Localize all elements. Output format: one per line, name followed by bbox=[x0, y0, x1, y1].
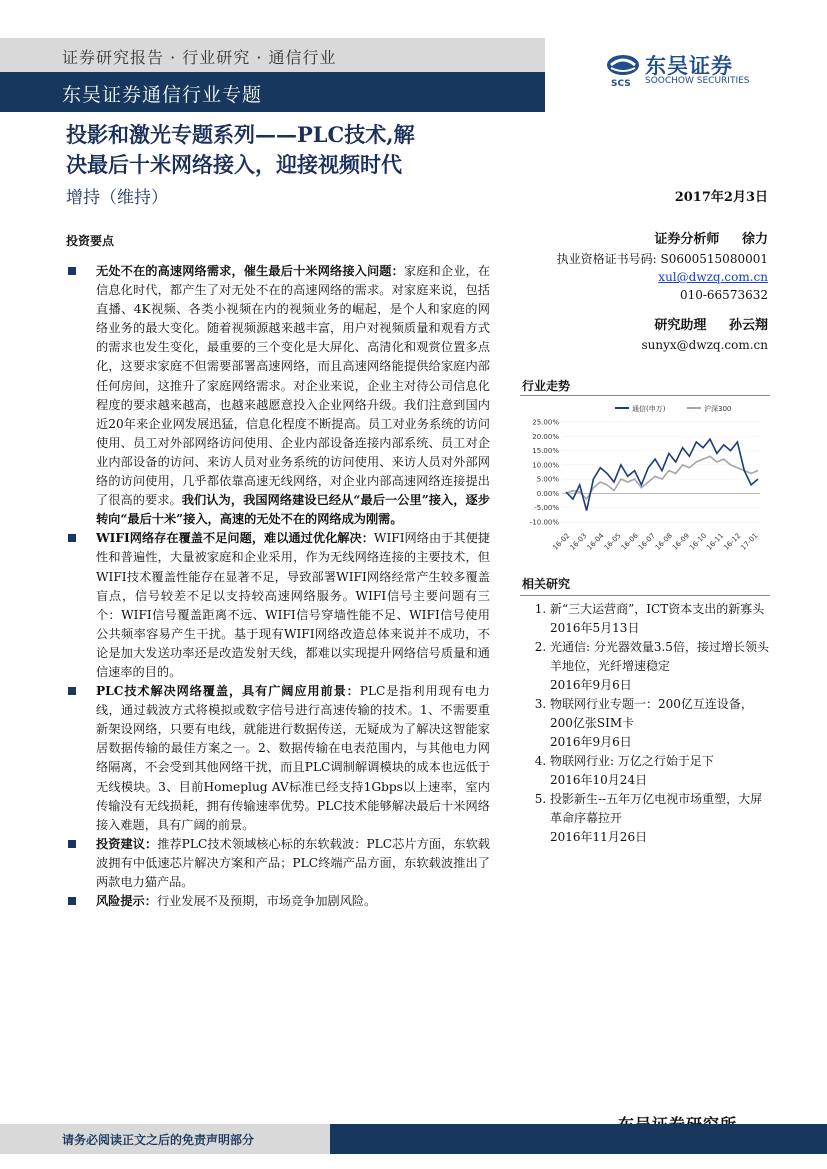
related-item-title: 5. 投影新生--五年万亿电视市场重塑，大屏革命序幕拉开 bbox=[550, 792, 763, 825]
bullet-icon bbox=[68, 687, 76, 695]
related-item bbox=[550, 600, 770, 638]
summary-p4-text: 推荐PLC技术领域核心标的东软载波：PLC芯片方面，东软载波拥有中低速芯片解决方案和产品；PLC终端产品方面，东软载波推出了两款电力猫产品。 bbox=[96, 836, 490, 889]
report-title-line1: 投影和激光专题系列——PLC技术,解 bbox=[66, 122, 415, 147]
logo-mark: SCS bbox=[611, 79, 631, 89]
company-logo bbox=[605, 50, 775, 90]
report-rating: 增持（维持） bbox=[66, 188, 168, 208]
report-title-line2: 决最后十米网络接入，迎接视频时代 bbox=[66, 152, 402, 177]
summary-p2-head: WIFI网络存在覆盖不足问题，难以通过优化解决： bbox=[96, 531, 374, 546]
related-list bbox=[520, 600, 770, 847]
summary-para-5 bbox=[66, 892, 490, 911]
x-tick-label: 16-04 bbox=[585, 531, 606, 552]
y-tick-label: -10.00% bbox=[529, 518, 559, 527]
related-item bbox=[550, 695, 770, 752]
y-tick-label: 15.00% bbox=[532, 447, 559, 456]
bullet-icon bbox=[68, 897, 76, 905]
x-tick-label: 17-01 bbox=[739, 531, 760, 552]
x-tick-label: 16-09 bbox=[671, 531, 692, 552]
footer-disclaimer: 请务必阅读正文之后的免责声明部分 bbox=[62, 1133, 255, 1147]
bullet-icon bbox=[68, 534, 76, 542]
analyst-1-name: 徐力 bbox=[741, 232, 768, 247]
y-tick-label: 20.00% bbox=[532, 432, 559, 441]
analyst-2-role: 研究助理 bbox=[654, 318, 707, 333]
summary-p1-head: 无处不在的高速网络需求，催生最后十米网络接入问题： bbox=[96, 264, 404, 278]
analyst-1-phone: 010-66573632 bbox=[679, 288, 768, 302]
related-item-title: 2. 光通信: 分光器效量3.5倍，接过增长领头羊地位，光纤增速稳定 bbox=[550, 640, 769, 673]
y-tick-label: 25.00% bbox=[532, 418, 559, 427]
x-tick-label: 16-08 bbox=[653, 531, 674, 552]
summary-heading: 投资要点 bbox=[66, 234, 115, 248]
related-item-date: 2016年9月6日 bbox=[550, 678, 632, 692]
analyst-block bbox=[520, 230, 768, 354]
analyst-1-cert: 执业资格证书号码: S0600515080001 bbox=[556, 252, 768, 266]
related-item-date: 2016年11月26日 bbox=[550, 830, 648, 844]
header-category: 证券研究报告 · 行业研究 · 通信行业 bbox=[62, 48, 337, 67]
legend-label: 沪深300 bbox=[704, 405, 732, 413]
legend-label: 通信(申万) bbox=[632, 405, 666, 413]
summary-para-4 bbox=[66, 835, 490, 892]
summary-p3-head: PLC技术解决网络覆盖，具有广阔应用前景： bbox=[96, 684, 360, 699]
trend-heading: 行业走势 bbox=[522, 379, 571, 393]
x-tick-label: 16-05 bbox=[602, 531, 623, 552]
logo-en: SOOCHOW SECURITIES bbox=[645, 76, 750, 86]
bullet-icon bbox=[68, 267, 76, 275]
analyst-1-role: 证券分析师 bbox=[654, 232, 720, 247]
related-heading: 相关研究 bbox=[522, 577, 571, 591]
y-tick-label: 5.00% bbox=[536, 475, 559, 484]
related-item-title: 1. 新“三大运营商”，ICT资本支出的新寡头 bbox=[550, 602, 765, 616]
soochow-logo-icon bbox=[605, 50, 641, 90]
summary-p5-text: 行业发展不及预期，市场竞争加剧风险。 bbox=[156, 894, 377, 909]
summary-p2-text: WIFI网络由于其便捷性和普遍性，大量被家庭和企业采用，作为无线网络连接的主要技术，但WIFI技术覆盖性能存在显著不足，导致部署WIFI网络经常产生较多覆盖盲点，信号较差不足以支持较高速网络服务。WIFI信号主要问题有三个：WIFI信号覆盖距离不远、WIFI信号穿墙性能不足、WIFI信号使用公共频率容易产生干扰。基于现有WIFI网络改造总体来说并不成功，不论是加大发送功率还是改造发射天线，都难以实现提升网络信号质量和通信速率的目的。 bbox=[96, 531, 490, 679]
y-tick-label: 10.00% bbox=[532, 461, 559, 470]
x-tick-label: 16-06 bbox=[619, 531, 640, 552]
related-research bbox=[520, 575, 770, 847]
summary-p1-tail: 我们认为，我国网络建设已经从“最后一公里”接入，逐步转向“最后十米”接入，高速的无处不在的网络成为刚需。 bbox=[96, 493, 491, 527]
report-date: 2017年2月3日 bbox=[674, 190, 768, 205]
trend-divider bbox=[520, 395, 770, 396]
x-tick-label: 16-07 bbox=[636, 531, 657, 552]
series-line bbox=[566, 439, 758, 511]
y-tick-label: -5.00% bbox=[534, 504, 559, 513]
related-item-date: 2016年5月13日 bbox=[550, 621, 640, 635]
bullet-icon bbox=[68, 840, 76, 848]
x-tick-label: 16-11 bbox=[705, 531, 726, 552]
related-item-title: 3. 物联网行业专题一：200亿互连设备，200亿张SIM卡 bbox=[550, 697, 753, 730]
related-divider bbox=[520, 595, 770, 596]
summary-para-1 bbox=[66, 262, 490, 529]
summary-p1-text: 家庭和企业，在信息化时代，都产生了对无处不在的高速网络的需求。对家庭来说，包括直播、4K视频、各类小视频在内的视频业务的崛起，是个人和家庭的网络业务的最大变化。随着视频源越来越丰富，用户对视频质量和观看方式的需求也发生变化，最重要的三个变化是大屏化、高清化和观赏位置多点化，这要求家庭不但需要部署高速网络，而且高速网络能提供给家庭内部任何房间，这推升了家庭网络需求。对企业来说，企业主对待公司信息化程度的要求越来越高，也越来越愿意投入企业网络升级。我们注意到国内近20年来企业网发展迅猛，信息化程度不断提高。员工对业务系统的访问使用、员工对外部网络访问使用、企业内部设备连接内部系统、员工对企业内部设备的访问、来访人员对业务系统的访问使用、来访人员对外部网络的访问使用，几乎都依靠高速无线网络，对企业内部高速网络连接提出了很高的要求。 bbox=[96, 264, 491, 508]
trend-chart bbox=[520, 400, 770, 560]
summary-p5-head: 风险提示： bbox=[96, 894, 157, 909]
trend-chart-svg bbox=[520, 400, 770, 560]
related-item-title: 4. 物联网行业: 万亿之行始于足下 bbox=[550, 754, 714, 768]
x-tick-label: 16-03 bbox=[568, 531, 589, 552]
x-tick-label: 16-10 bbox=[688, 531, 709, 552]
summary-para-2 bbox=[66, 529, 490, 682]
y-tick-label: 0.00% bbox=[536, 489, 559, 498]
related-item bbox=[550, 790, 770, 847]
header-series: 东吴证券通信行业专题 bbox=[62, 84, 263, 106]
logo-cn: 东吴证券 bbox=[645, 54, 733, 78]
analyst-2-name: 孙云翔 bbox=[728, 318, 768, 333]
x-tick-label: 16-02 bbox=[551, 531, 572, 552]
x-tick-label: 16-12 bbox=[722, 531, 743, 552]
analyst-1-title bbox=[520, 230, 768, 250]
header-series-band bbox=[0, 72, 545, 112]
summary-para-3 bbox=[66, 682, 490, 835]
footer-disclaimer-band bbox=[0, 1124, 330, 1154]
summary-p4-head: 投资建议： bbox=[96, 836, 158, 851]
analyst-1-email[interactable]: xul@dwzq.com.cn bbox=[658, 270, 768, 284]
analyst-2-title bbox=[520, 316, 768, 336]
related-item-date: 2016年10月24日 bbox=[550, 773, 648, 787]
report-title bbox=[66, 120, 506, 180]
analyst-2-email: sunyx@dwzq.com.cn bbox=[641, 338, 768, 352]
related-item bbox=[550, 638, 770, 695]
related-item bbox=[550, 752, 770, 790]
related-item-date: 2016年9月6日 bbox=[550, 735, 632, 749]
summary-p3-text: PLC是指利用现有电力线，通过载波方式将模拟或数字信号进行高速传输的技术。1、不需要重新架设网络，只要有电线，就能进行数据传送，无疑成为了解决这智能家居数据传输的最佳方案之一。2、数据传输在电表范围内，与其他电力网络隔离，不会受到其他网络干扰，而且PLC调制解调模块的成本也远低于无线模块。3、目前Homeplug AV标准已经支持1Gbps以上速率，室内传输没有无线损耗，拥有传输速率优势。PLC技术能够解决最后十米网络接入难题，具有广阔的前景。 bbox=[96, 684, 490, 832]
summary-body bbox=[66, 262, 490, 911]
header-category-band bbox=[0, 38, 545, 72]
